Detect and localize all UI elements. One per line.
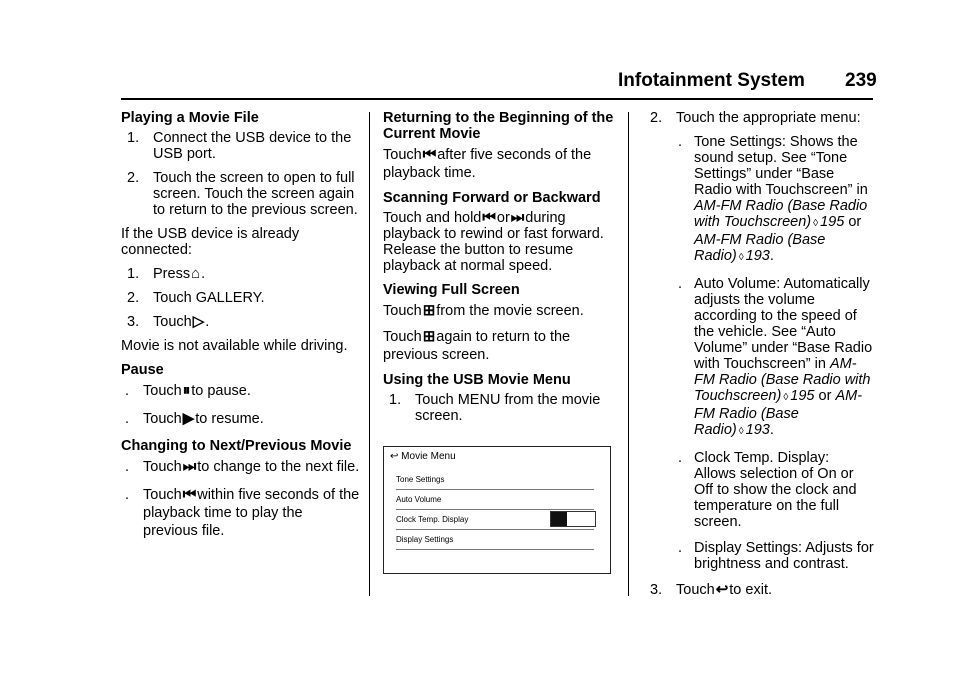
reference-icon: ◊ <box>738 426 744 437</box>
step-text: to exit. <box>729 582 772 598</box>
heading-scanning: Scanning Forward or Backward <box>383 190 601 206</box>
reference-icon: ◊ <box>783 392 789 403</box>
header-rule <box>121 98 873 100</box>
bullet: . <box>678 540 683 556</box>
paragraph <box>383 328 615 364</box>
list-item <box>121 458 361 476</box>
list-item <box>121 314 361 330</box>
previous-track-icon: ⏮ <box>182 486 197 503</box>
cross-reference: AM-FM Radio (Base Radio) <box>694 232 826 264</box>
bullet-text: Auto Volume: Automatically adjusts the volume according to the speed of the vehicle. See “Auto Volume” under “Base Radio with Touchscreen” in <box>694 276 873 372</box>
clock-temp-toggle <box>550 511 596 527</box>
step-number: 1. <box>127 130 140 146</box>
paragraph <box>383 302 615 320</box>
bullet: . <box>125 459 130 475</box>
heading-changing-movie: Changing to Next/Previous Movie <box>121 438 352 454</box>
bullet-text: Display Settings: Adjusts for brightness and contrast. <box>694 540 874 572</box>
bullet-text: Touch <box>143 411 182 427</box>
step-text: Touch <box>676 582 715 598</box>
play-icon: ▶ <box>182 410 195 427</box>
list-item <box>383 392 615 424</box>
list-item <box>121 290 361 306</box>
paragraph-text: Touch <box>383 147 422 163</box>
screen-title <box>390 452 456 462</box>
column-1 <box>121 110 361 550</box>
step-text: Touch GALLERY. <box>153 290 265 306</box>
bullet-text: or <box>848 214 862 230</box>
paragraph-text: Touch and hold <box>383 210 482 226</box>
heading-return-beginning: Returning to the Beginning of the Current Movie <box>383 110 614 142</box>
step-text: . <box>201 266 206 282</box>
step-number: 3. <box>650 582 663 598</box>
step-text: Press <box>153 266 191 282</box>
reference-icon: ◊ <box>738 252 744 263</box>
paragraph-text: Touch <box>383 329 422 345</box>
back-icon: ↩ <box>715 581 729 598</box>
page-reference: 195 <box>790 388 815 404</box>
pause-icon: ⏸ <box>182 382 191 399</box>
list-item <box>121 382 361 400</box>
cross-reference: AM-FM Radio (Base Radio) <box>694 388 863 438</box>
list-item <box>644 450 874 530</box>
list-item <box>644 582 874 598</box>
column-2 <box>383 110 615 574</box>
paragraph: If the USB device is already connected: <box>121 226 300 258</box>
list-item <box>644 540 874 572</box>
step-text: . <box>205 314 210 330</box>
list-item <box>121 410 361 428</box>
paragraph-text: or <box>496 210 510 226</box>
bullet-text: Clock Temp. Display: Allows selection of On or Off to show the clock and temperature on the full screen. <box>694 450 857 530</box>
list-item <box>121 130 361 162</box>
bullet-text: Touch <box>143 487 182 503</box>
bullet-text: to resume. <box>195 411 264 427</box>
bullet: . <box>125 383 130 399</box>
step-number: 3. <box>127 314 140 330</box>
toggle-knob <box>551 512 567 526</box>
paragraph: Movie is not available while driving. <box>121 338 348 354</box>
column-3 <box>644 110 874 606</box>
paragraph <box>383 210 615 274</box>
bullet-text: Touch <box>143 459 182 475</box>
list-item <box>644 276 874 440</box>
cross-reference: AM-FM Radio (Base Radio with Touchscreen) <box>694 198 868 230</box>
paragraph-text: again to return to the previous screen. <box>383 329 571 363</box>
step-text: Touch MENU from the movie screen. <box>415 392 601 424</box>
bullet-text: . <box>769 422 774 438</box>
step-text: Connect the USB device to the USB port. <box>153 130 352 162</box>
page-number: 239 <box>845 70 877 91</box>
movie-play-icon: ▷ <box>192 313 205 330</box>
list-item <box>121 170 361 218</box>
page-reference: 193 <box>745 248 770 264</box>
list-item <box>121 266 361 282</box>
bullet: . <box>678 134 683 150</box>
next-track-icon: ⏭ <box>510 209 525 226</box>
back-icon: ↩ <box>390 451 399 462</box>
previous-track-icon: ⏮ <box>482 209 496 226</box>
bullet-text: within five seconds of the playback time to play the previous file. <box>143 487 360 539</box>
bullet: . <box>678 276 683 292</box>
bullet-text: or <box>818 388 832 404</box>
step-number: 2. <box>650 110 663 126</box>
paragraph-text: after five seconds of the playback time. <box>383 147 592 181</box>
heading-playing-movie: Playing a Movie File <box>121 110 259 126</box>
bullet: . <box>678 450 683 466</box>
paragraph-text: Touch <box>383 303 422 319</box>
reference-icon: ◊ <box>813 218 819 229</box>
list-item <box>644 134 874 266</box>
list-item <box>644 110 874 126</box>
heading-pause: Pause <box>121 362 164 378</box>
previous-track-icon: ⏮ <box>422 146 437 163</box>
column-divider-2 <box>628 112 629 596</box>
bullet: . <box>125 411 130 427</box>
movie-menu-screenshot <box>383 446 611 574</box>
heading-usb-menu: Using the USB Movie Menu <box>383 372 571 388</box>
menu-item-tone-settings: Tone Settings <box>396 475 594 490</box>
screen-title-text: Movie Menu <box>401 451 456 462</box>
fullscreen-icon: ⊞ <box>422 328 436 345</box>
step-text: Touch <box>153 314 192 330</box>
cross-reference: AM-FM Radio (Base Radio with Touchscreen) <box>694 356 871 404</box>
bullet-text: to pause. <box>191 383 251 399</box>
menu-item-auto-volume: Auto Volume <box>396 495 594 510</box>
step-number: 1. <box>127 266 140 282</box>
heading-full-screen: Viewing Full Screen <box>383 282 520 298</box>
step-text: Touch the screen to open to full screen. Touch the screen again to return to the previous screen. <box>153 170 358 218</box>
fullscreen-icon: ⊞ <box>422 302 436 319</box>
menu-item-clock-temp: Clock Temp. Display <box>396 515 594 530</box>
paragraph-text: during playback to rewind or fast forward. Release the button to resume playback at normal speed. <box>383 210 604 274</box>
bullet-text: to change to the next file. <box>197 459 360 475</box>
bullet: . <box>125 487 130 503</box>
list-item <box>121 486 361 540</box>
paragraph-text: from the movie screen. <box>436 303 584 319</box>
page-reference: 193 <box>745 422 770 438</box>
header-title: Infotainment System <box>618 70 805 91</box>
bullet-text: Tone Settings: Shows the sound setup. See “Tone Settings” under “Base Radio with Touchscreen” in <box>694 134 868 198</box>
paragraph <box>383 146 615 182</box>
bullet-text: . <box>769 248 774 264</box>
menu-item-display-settings: Display Settings <box>396 535 594 550</box>
step-number: 2. <box>127 170 140 186</box>
step-number: 2. <box>127 290 140 306</box>
home-icon: ⌂ <box>191 265 201 282</box>
page-reference: 195 <box>820 214 845 230</box>
bullet-text: Touch <box>143 383 182 399</box>
step-number: 1. <box>389 392 402 408</box>
step-text: Touch the appropriate menu: <box>676 110 861 126</box>
next-track-icon: ⏭ <box>182 458 197 475</box>
column-divider-1 <box>369 112 370 596</box>
